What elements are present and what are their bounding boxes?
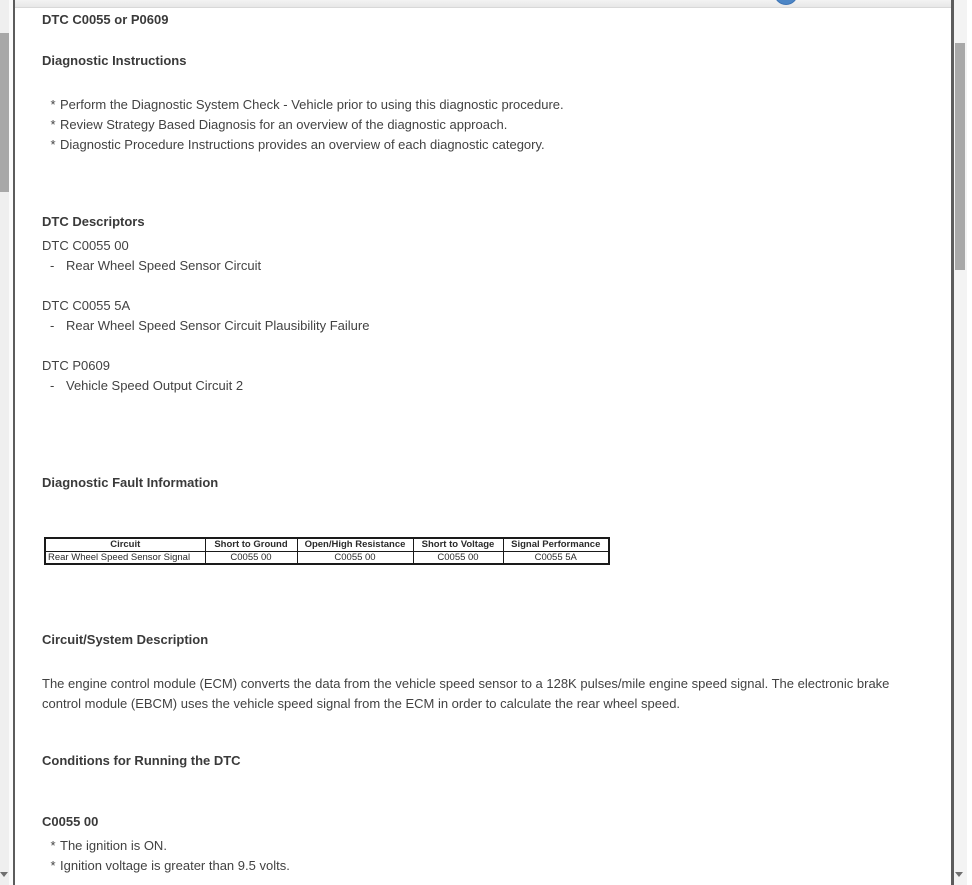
dash-marker: -: [50, 258, 55, 273]
dtc-descriptor-entry: [42, 356, 243, 396]
dtc-description: Rear Wheel Speed Sensor Circuit Plausibility Failure: [66, 318, 370, 333]
list-item-text: Perform the Diagnostic System Check - Vehicle prior to using this diagnostic procedure.: [60, 97, 564, 112]
table-cell: C0055 00: [205, 551, 297, 564]
circuit-system-description-text: The engine control module (ECM) converts the data from the vehicle speed sensor to a 128K pulses/mile engine speed signal. The electronic brake control module (EBCM) uses the vehicle speed signal from the ECM in order to calculate the rear wheel speed.: [42, 676, 890, 711]
diagnostic-fault-table: [44, 537, 610, 565]
bullet-marker: *: [50, 117, 56, 132]
section-heading-diagnostic-instructions: Diagnostic Instructions: [42, 53, 187, 68]
document-pane: [15, 0, 951, 885]
right-scrollbar-track[interactable]: [954, 0, 967, 885]
bullet-marker: *: [50, 838, 56, 853]
list-item-text: Review Strategy Based Diagnosis for an overview of the diagnostic approach.: [60, 117, 508, 132]
table-header-row: [45, 538, 609, 551]
dtc-code: DTC C0055 00: [42, 238, 129, 253]
right-scroll-down-arrow-icon[interactable]: [955, 872, 963, 877]
bullet-marker: *: [50, 137, 56, 152]
document-body: [15, 0, 951, 885]
dtc-description: Rear Wheel Speed Sensor Circuit: [66, 258, 262, 273]
dtc-description-row: [42, 316, 369, 336]
dash-marker: -: [50, 378, 55, 393]
list-item: [42, 115, 564, 135]
right-scrollbar-thumb[interactable]: [955, 43, 965, 270]
left-scrollbar-track[interactable]: [0, 0, 9, 885]
dtc-code: DTC P0609: [42, 358, 110, 373]
dash-marker: -: [50, 318, 55, 333]
diagnostic-instructions-list: [42, 95, 564, 155]
list-item: [42, 836, 290, 856]
table-cell: Rear Wheel Speed Sensor Signal: [45, 551, 205, 564]
list-item: [42, 95, 564, 115]
list-item: [42, 135, 564, 155]
bullet-marker: *: [50, 858, 56, 873]
section-heading-circuit-system-description: Circuit/System Description: [42, 632, 209, 647]
column-header: Short to Voltage: [413, 538, 503, 551]
left-scroll-down-arrow-icon[interactable]: [0, 872, 8, 877]
column-header: Short to Ground: [205, 538, 297, 551]
column-header: Circuit: [45, 538, 205, 551]
column-header: Signal Performance: [503, 538, 609, 551]
list-item-text: Ignition voltage is greater than 9.5 volts.: [60, 858, 290, 873]
right-margin: [967, 0, 972, 885]
dtc-descriptor-entry: [42, 296, 369, 336]
section-heading-conditions-for-running: Conditions for Running the DTC: [42, 753, 241, 768]
conditions-list: [42, 836, 290, 876]
table-cell: C0055 00: [297, 551, 413, 564]
dtc-code: DTC C0055 5A: [42, 298, 131, 313]
column-header: Open/High Resistance: [297, 538, 413, 551]
page-title: DTC C0055 or P0609: [42, 12, 169, 27]
dtc-description: Vehicle Speed Output Circuit 2: [66, 378, 244, 393]
dtc-description-row: [42, 376, 243, 396]
left-scrollbar-thumb[interactable]: [0, 33, 9, 192]
list-item-text: Diagnostic Procedure Instructions provides an overview of each diagnostic category.: [60, 137, 545, 152]
list-item: [42, 856, 290, 876]
dtc-descriptor-entry: [42, 236, 261, 276]
table-cell: C0055 00: [413, 551, 503, 564]
section-heading-dtc-descriptors: DTC Descriptors: [42, 214, 145, 229]
section-heading-diagnostic-fault-information: Diagnostic Fault Information: [42, 475, 219, 490]
list-item-text: The ignition is ON.: [60, 838, 167, 853]
table-row: [45, 551, 609, 564]
condition-subsection-code: C0055 00: [42, 814, 99, 829]
table-cell: C0055 5A: [503, 551, 609, 564]
dtc-description-row: [42, 256, 261, 276]
bullet-marker: *: [50, 97, 56, 112]
